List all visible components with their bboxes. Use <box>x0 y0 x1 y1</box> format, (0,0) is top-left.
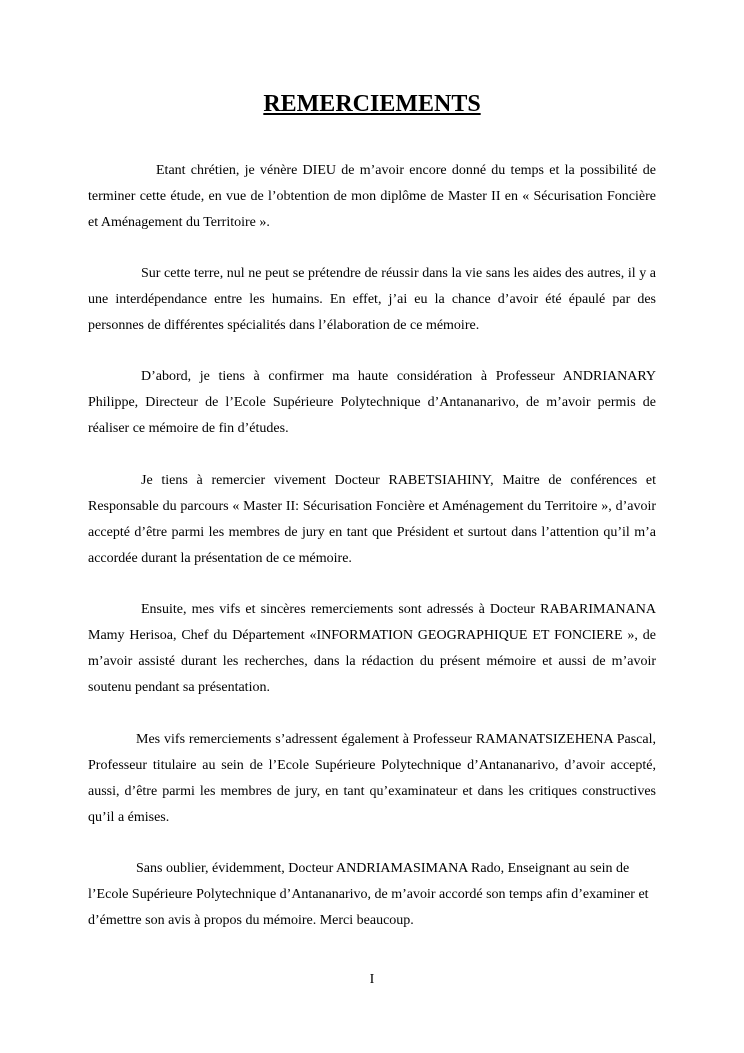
paragraph-faith: Etant chrétien, je vénère DIEU de m’avoir encore donné du temps et la possibilité de terminer cette étude, en vue de l’obtention de mon diplôme de Master II en « Sécurisation Foncière et Aménagement du Territoire ». <box>88 163 656 230</box>
page-title: REMERCIEMENTS <box>263 91 481 117</box>
paragraph-department-head: Ensuite, mes vifs et sincères remerciements sont adressés à Docteur RABARIMANANA Mamy Herisoa, Chef du Département «INFORMATION GEOGRAPHIQUE ET FONCIERE », de m’avoir assisté durant les recherches, dans la rédaction du présent mémoire et aussi de m’avoir soutenu pendant sa présentation. <box>88 602 656 695</box>
paragraph-jury-president: Je tiens à remercier vivement Docteur RABETSIAHINY, Maitre de conférences et Responsable du parcours « Master II: Sécurisation Foncière et Aménagement du Territoire », d’avoir accepté d’être parmi les membres de jury en tant que Président et surtout dans l’attention qu’il m’a accordée durant la présentation de ce mémoire. <box>88 473 656 566</box>
paragraph-director: D’abord, je tiens à confirmer ma haute considération à Professeur ANDRIANARY Philippe, Directeur de l’Ecole Supérieure Polytechnique d’Antananarivo, de m’avoir permis de réaliser ce mémoire de fin d’études. <box>88 369 656 436</box>
paragraph-interdependence: Sur cette terre, nul ne peut se prétendre de réussir dans la vie sans les aides des autres, il y a une interdépendance entre les humains. En effet, j’ai eu la chance d’avoir été épaulé par des personnes de différentes spécialités dans l’élaboration de ce mémoire. <box>88 266 656 333</box>
paragraph-examiner: Mes vifs remerciements s’adressent également à Professeur RAMANATSIZEHENA Pascal, Professeur titulaire au sein de l’Ecole Supérieure Polytechnique d’Antananarivo, d’avoir accepté, aussi, d’être parmi les membres de jury, en tant qu’examinateur et dans les critiques constructives qu’il a émises. <box>88 732 656 825</box>
page-number: I <box>369 972 375 987</box>
paragraph-teacher: Sans oublier, évidemment, Docteur ANDRIAMASIMANA Rado, Enseignant au sein de l’Ecole Supérieure Polytechnique d’Antananarivo, de m’avoir accordé son temps afin d’examiner et d’émettre son avis à propos du mémoire. Merci beaucoup. <box>88 861 649 928</box>
